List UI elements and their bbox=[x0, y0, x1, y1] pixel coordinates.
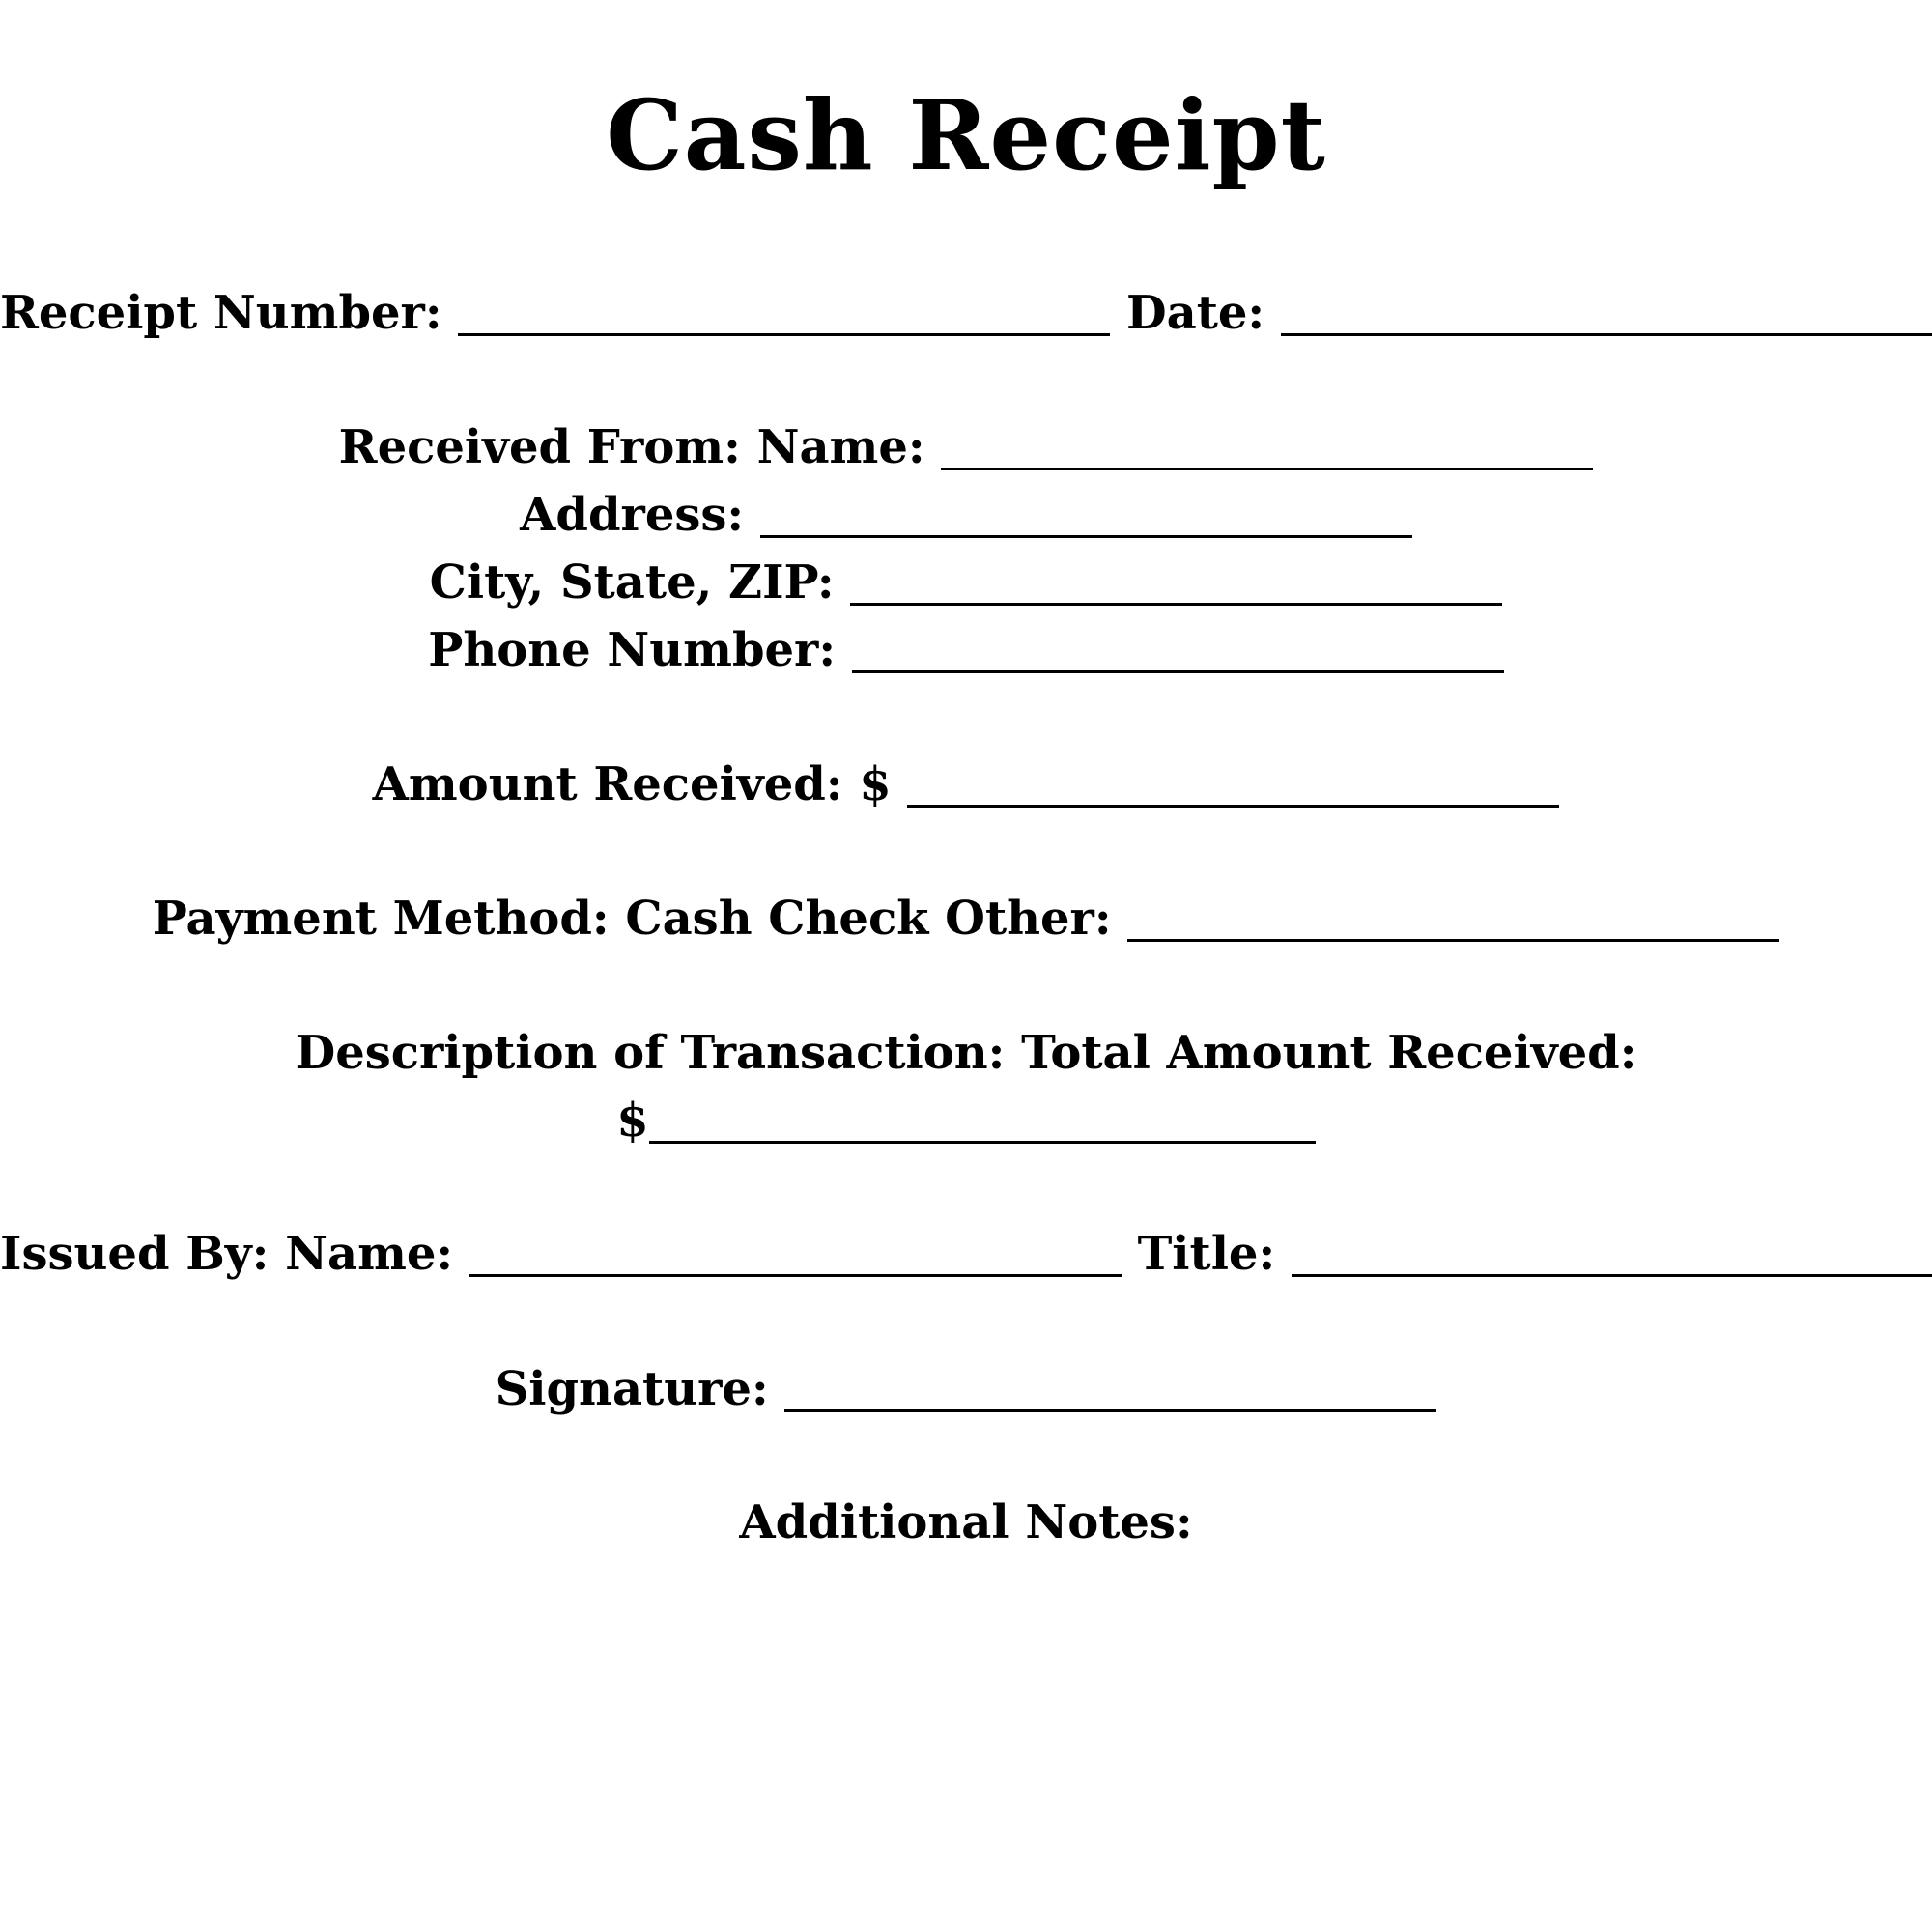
received-from-name-label: Received From: Name: bbox=[338, 420, 925, 474]
date-label: Date: bbox=[1125, 286, 1265, 340]
city-state-zip-row bbox=[0, 554, 1932, 611]
payment-method-row bbox=[0, 890, 1932, 948]
issued-by-name-field[interactable] bbox=[469, 1232, 1122, 1277]
amount-received-row bbox=[0, 755, 1932, 813]
receipt-number-date-row bbox=[0, 284, 1932, 342]
amount-received-label: Amount Received: $ bbox=[372, 757, 892, 811]
signature-row bbox=[0, 1360, 1932, 1418]
payment-method-label: Payment Method: Cash Check Other: bbox=[152, 892, 1112, 946]
date-field[interactable] bbox=[1281, 291, 1932, 336]
issued-by-name-label: Issued By: Name: bbox=[0, 1227, 454, 1281]
receipt-number-field[interactable] bbox=[458, 291, 1110, 336]
payment-method-other-field[interactable] bbox=[1127, 896, 1779, 942]
total-amount-row bbox=[0, 1092, 1932, 1150]
total-amount-field[interactable] bbox=[649, 1098, 1316, 1144]
signature-label: Signature: bbox=[495, 1362, 769, 1416]
city-state-zip-label: City, State, ZIP: bbox=[429, 555, 835, 610]
phone-number-label: Phone Number: bbox=[428, 623, 837, 677]
address-row bbox=[0, 486, 1932, 544]
receipt-number-label: Receipt Number: bbox=[0, 286, 442, 340]
transaction-description-row bbox=[0, 1024, 1932, 1082]
issued-by-title-field[interactable] bbox=[1292, 1232, 1932, 1277]
issued-by-title-label: Title: bbox=[1137, 1227, 1276, 1281]
received-from-name-field[interactable] bbox=[941, 425, 1593, 470]
address-label: Address: bbox=[520, 488, 745, 542]
transaction-description-label: Description of Transaction: Total Amount Received: bbox=[295, 1026, 1637, 1080]
city-state-zip-field[interactable] bbox=[850, 560, 1502, 606]
total-amount-currency: $ bbox=[616, 1094, 649, 1148]
phone-number-row bbox=[0, 621, 1932, 679]
issued-by-row bbox=[0, 1225, 1932, 1283]
amount-received-field[interactable] bbox=[907, 762, 1559, 808]
page-title: Cash Receipt bbox=[606, 78, 1326, 192]
phone-number-field[interactable] bbox=[852, 628, 1504, 673]
additional-notes-row bbox=[0, 1493, 1932, 1551]
additional-notes-label: Additional Notes: bbox=[739, 1495, 1193, 1549]
received-from-name-row bbox=[0, 418, 1932, 476]
signature-field[interactable] bbox=[784, 1367, 1436, 1412]
address-field[interactable] bbox=[760, 493, 1412, 538]
